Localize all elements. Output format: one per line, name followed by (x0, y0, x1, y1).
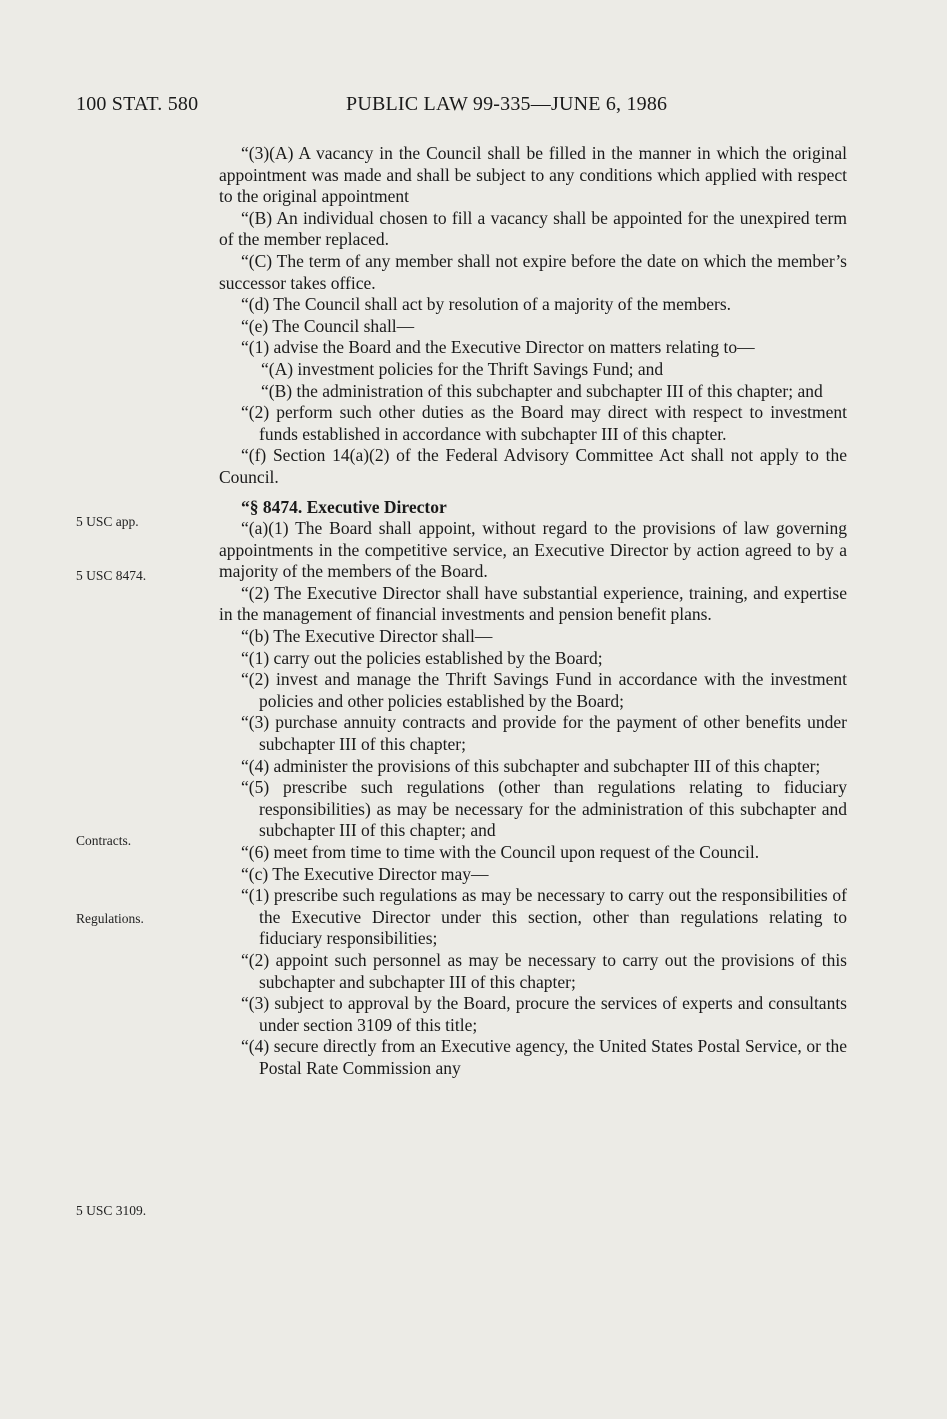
paragraph-c-term-expiry: “(C) The term of any member shall not expire before the date on which the member’s successor takes office. (219, 250, 847, 293)
paragraph-b-director-shall: “(b) The Executive Director shall— (241, 626, 493, 647)
paragraph-e1-advise: “(1) advise the Board and the Executive Director on matters relating to— (241, 337, 755, 358)
paragraph-c1-prescribe: “(1) prescribe such regulations as may be necessary to carry out the responsibilities of the Executive Director under this section, other than regulations relating to fiduciary responsibilities; (241, 885, 847, 949)
paragraph-e1b-administration: “(B) the administration of this subchapter and subchapter III of this chapter; and (261, 380, 823, 401)
paragraph-a2-experience: “(2) The Executive Director shall have substantial experience, training, and expertise in the management of financial investments and pension benefit plans. (219, 582, 847, 625)
paragraph-e1a-investment-policies: “(A) investment policies for the Thrift Savings Fund; and (261, 358, 664, 379)
margin-note-contracts: Contracts. (76, 833, 132, 848)
margin-note-regulations: Regulations. (76, 911, 144, 926)
paragraph-b1-carry-out: “(1) carry out the policies established by the Board; (241, 647, 603, 668)
paragraph-b3-annuity-contracts: “(3) purchase annuity contracts and provide for the payment of other benefits under subchapter III of this chapter; (241, 712, 847, 755)
paragraph-e2-other-duties: “(2) perform such other duties as the Board may direct with respect to investment funds established in accordance with subchapter III of this chapter. (241, 402, 847, 444)
paragraph-f-advisory-act: “(f) Section 14(a)(2) of the Federal Advisory Committee Act shall not apply to the Council. (219, 445, 847, 487)
law-title: PUBLIC LAW 99-335—JUNE 6, 1986 (346, 93, 668, 115)
paragraph-c3-experts: “(3) subject to approval by the Board, procure the services of experts and consultants under section 3109 of this title; (241, 993, 847, 1035)
paragraph-b5-regulations: “(5) prescribe such regulations (other than regulations relating to fiduciary responsibilities) as may be necessary for the administration of this subchapter and subchapter III of this chapter; and (241, 777, 847, 841)
margin-note-usc-3109: 5 USC 3109. (76, 1203, 147, 1218)
statute-reference: 100 STAT. 580 (76, 93, 199, 115)
paragraph-b-unexpired-term: “(B) An individual chosen to fill a vacancy shall be appointed for the unexpired term of the member replaced. (219, 207, 847, 250)
paragraph-b4-administer: “(4) administer the provisions of this subchapter and subchapter III of this chapter; (241, 755, 821, 776)
paragraph-e-council-shall: “(e) The Council shall— (241, 315, 415, 336)
paragraph-c-director-may: “(c) The Executive Director may— (241, 863, 489, 884)
page-header (76, 93, 866, 123)
paragraph-d-resolution: “(d) The Council shall act by resolution of a majority of the members. (241, 294, 732, 315)
paragraph-a1-appoint-director: “(a)(1) The Board shall appoint, without regard to the provisions of law governing appointments in the competitive service, an Executive Director by action agreed to by a majority of the members of the Board. (219, 518, 847, 582)
paragraph-3a-vacancy: “(3)(A) A vacancy in the Council shall be filled in the manner in which the original appointment was made and shall be subject to any conditions which applied with respect to the original appointment (219, 143, 847, 207)
paragraph-c4-secure: “(4) secure directly from an Executive agency, the United States Postal Service, or the Postal Rate Commission any (241, 1036, 847, 1078)
statute-body (219, 143, 847, 1080)
section-heading-8474: “§ 8474. Executive Director (241, 496, 447, 517)
paragraph-b6-meet-council: “(6) meet from time to time with the Council upon request of the Council. (241, 842, 760, 862)
paragraph-b2-invest-manage: “(2) invest and manage the Thrift Savings Fund in accordance with the investment policies and other policies established by the Board; (241, 669, 847, 711)
margin-note-usc-app: 5 USC app. (76, 514, 139, 529)
margin-note-usc-8474: 5 USC 8474. (76, 568, 147, 583)
paragraph-c2-personnel: “(2) appoint such personnel as may be necessary to carry out the provisions of this subchapter and subchapter III of this chapter; (241, 949, 847, 992)
